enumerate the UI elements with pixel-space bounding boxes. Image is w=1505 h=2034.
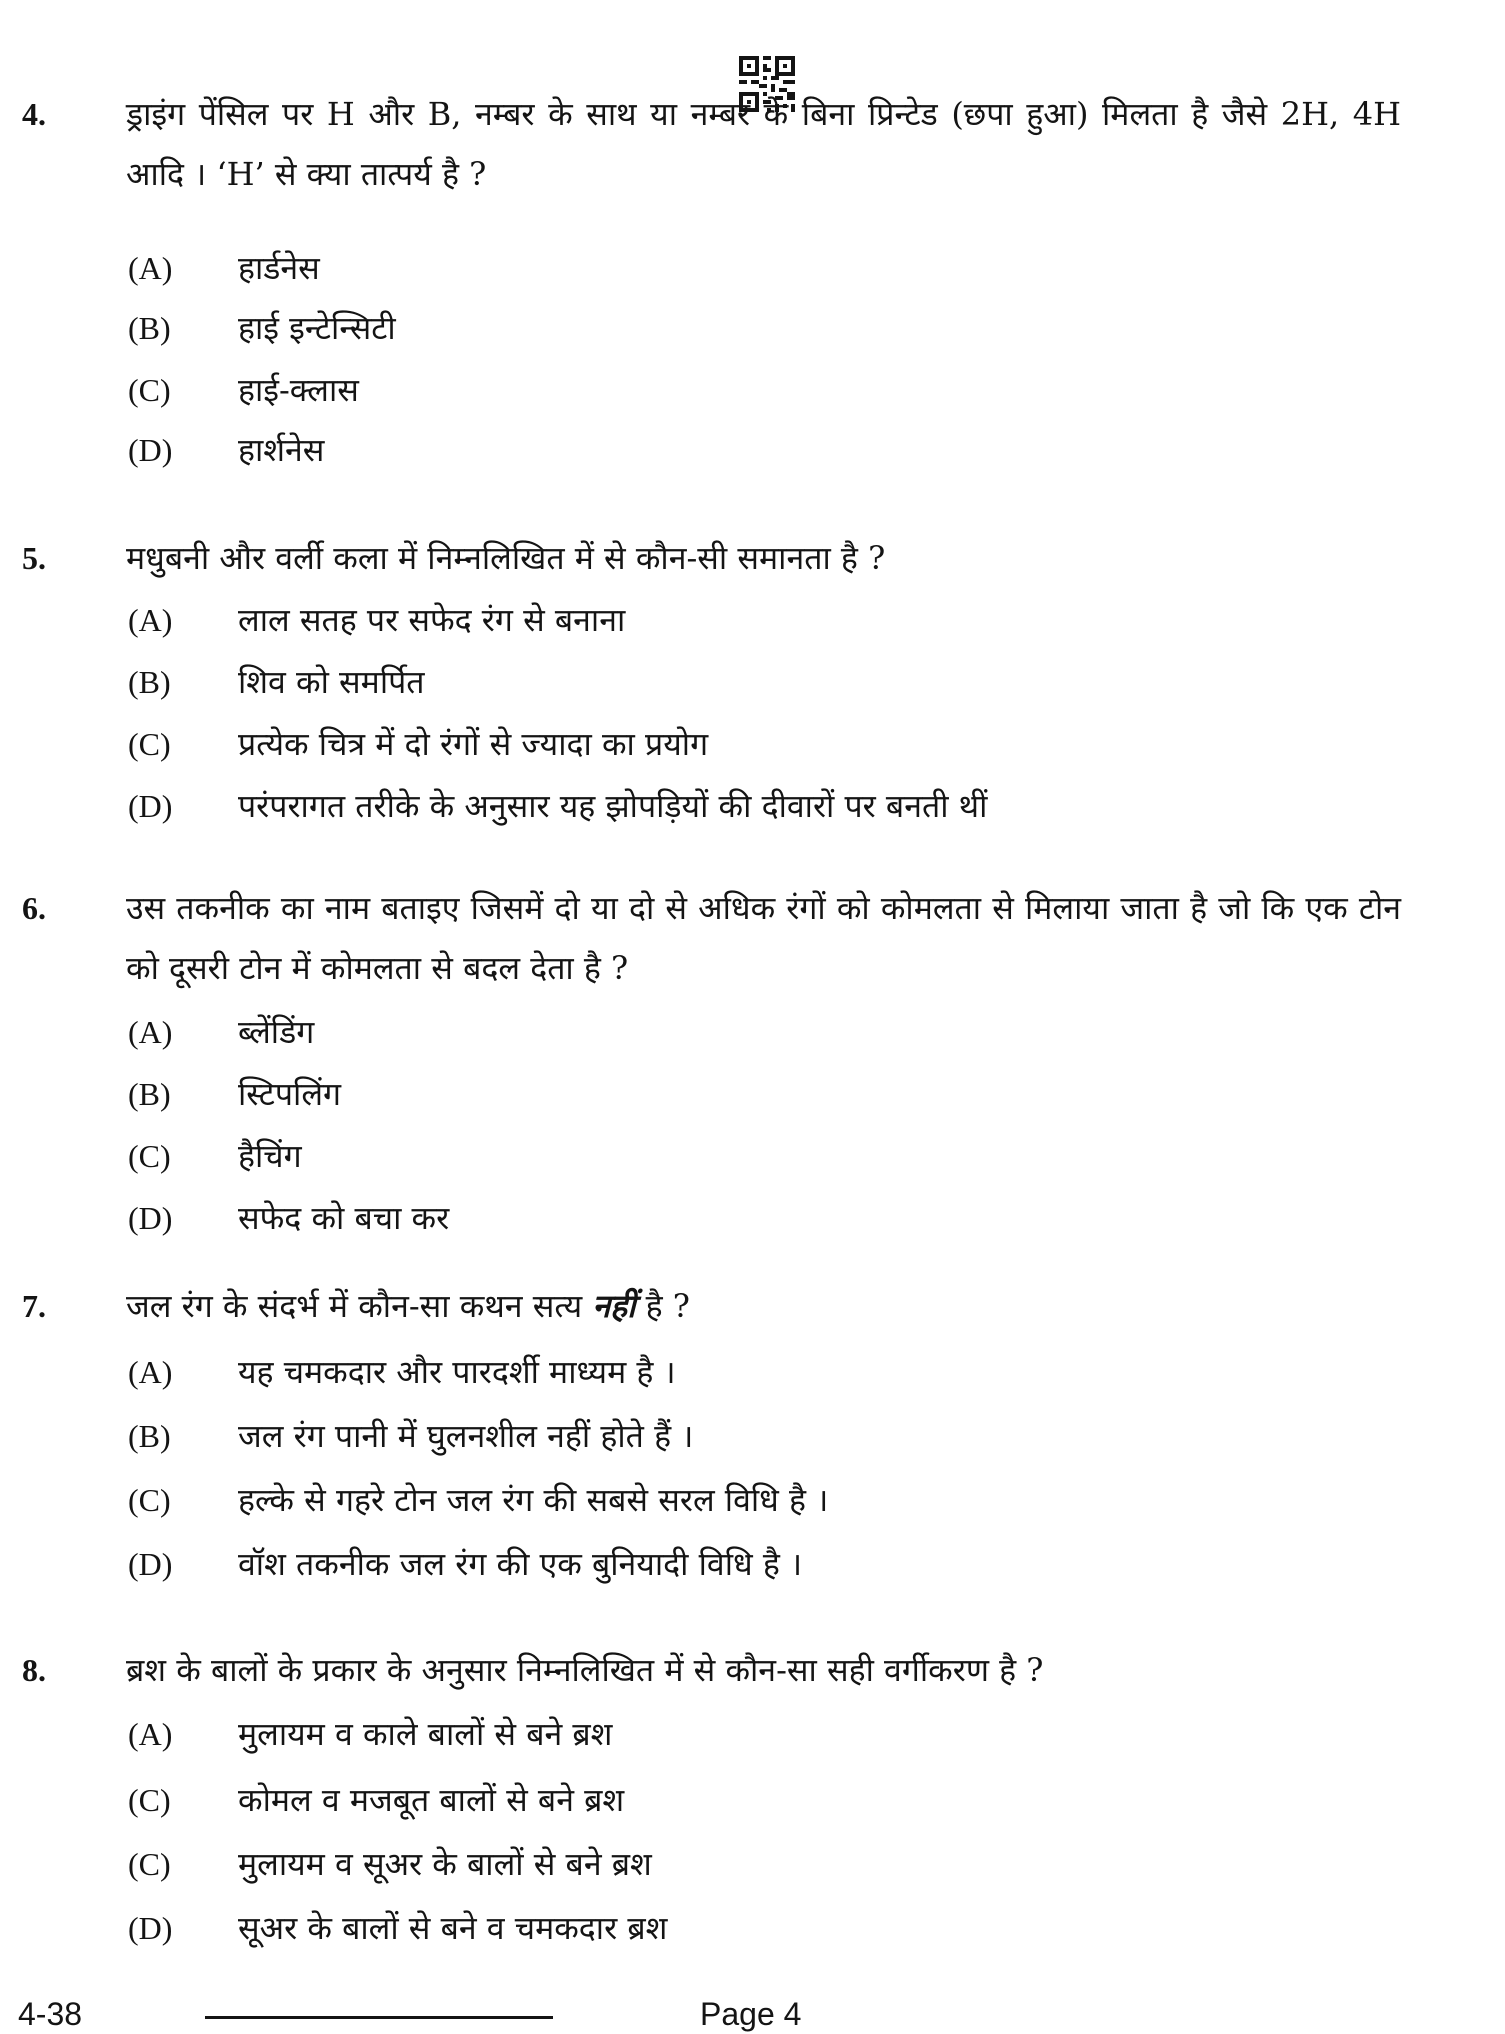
question-text	[126, 1276, 1401, 1336]
option-text: जल रंग पानी में घुलनशील नहीं होते हैं ।	[238, 1417, 694, 1455]
page-number: Page 4	[700, 1996, 802, 2032]
option-4d	[0, 420, 1505, 480]
question-text: मधुबनी और वर्ली कला में निम्नलिखित में से कौन-सी समानता है ?	[126, 539, 886, 577]
option-label: (D)	[128, 1200, 173, 1236]
option-label: (C)	[128, 1482, 171, 1518]
option-7a	[0, 1342, 1505, 1402]
option-label: (D)	[128, 788, 173, 824]
paper-code: 4-38	[18, 1996, 83, 2032]
option-text: हल्के से गहरे टोन जल रंग की सबसे सरल विधि है ।	[238, 1481, 829, 1519]
option-5d	[0, 776, 1505, 836]
option-6d	[0, 1188, 1505, 1248]
question-text: ड्राइंग पेंसिल पर H और B, नम्बर के साथ या नम्बर के बिना प्रिन्टेड (छपा हुआ) मिलता है जैसे 2H, 4H आदि । ‘H’ से क्या तात्पर्य है ?	[126, 95, 1401, 193]
option-label: (B)	[128, 1076, 171, 1112]
option-text: ब्लेंडिंग	[238, 1013, 315, 1051]
option-5b	[0, 652, 1505, 712]
option-text: हार्डनेस	[238, 249, 320, 287]
option-7b	[0, 1406, 1505, 1466]
option-4c	[0, 360, 1505, 420]
option-text: स्टिपलिंग	[238, 1075, 342, 1113]
option-text: सफेद को बचा कर	[238, 1199, 450, 1237]
option-text: हार्शनेस	[238, 431, 325, 469]
option-label: (A)	[128, 1716, 173, 1752]
option-5c	[0, 714, 1505, 774]
option-text: परंपरागत तरीके के अनुसार यह झोपड़ियों की दीवारों पर बनती थीं	[238, 787, 988, 825]
option-text: यह चमकदार और पारदर्शी माध्यम है ।	[238, 1353, 676, 1391]
option-label: (C)	[128, 726, 171, 762]
question-text: ब्रश के बालों के प्रकार के अनुसार निम्नलिखित में से कौन-सा सही वर्गीकरण है ?	[126, 1651, 1044, 1689]
option-text: लाल सतह पर सफेद रंग से बनाना	[238, 601, 626, 639]
option-4a	[0, 238, 1505, 298]
option-7d	[0, 1534, 1505, 1594]
option-label: (D)	[128, 432, 173, 468]
question-number: 5.	[22, 540, 46, 576]
question-number: 6.	[22, 890, 46, 926]
question-number: 7.	[22, 1288, 46, 1324]
question-text-emphasis: नहीं	[592, 1287, 636, 1325]
option-label: (A)	[128, 250, 173, 286]
option-6a	[0, 1002, 1505, 1062]
option-text: मुलायम व सूअर के बालों से बने ब्रश	[238, 1845, 652, 1883]
option-4b	[0, 298, 1505, 358]
option-text: हैचिंग	[238, 1137, 302, 1175]
option-7c	[0, 1470, 1505, 1530]
option-text: कोमल व मजबूत बालों से बने ब्रश	[238, 1781, 625, 1819]
question-text: उस तकनीक का नाम बताइए जिसमें दो या दो से अधिक रंगों को कोमलता से मिलाया जाता है जो कि एक टोन को दूसरी टोन में कोमलता से बदल देता है ?	[126, 889, 1401, 987]
question-number: 8.	[22, 1652, 46, 1688]
option-text: वॉश तकनीक जल रंग की एक बुनियादी विधि है ।	[238, 1545, 803, 1583]
option-6b	[0, 1064, 1505, 1124]
option-label: (D)	[128, 1546, 173, 1582]
option-8a	[0, 1704, 1505, 1764]
option-label: (A)	[128, 1354, 173, 1390]
option-label: (B)	[128, 664, 171, 700]
option-label: (C)	[128, 1846, 171, 1882]
option-label: (A)	[128, 602, 173, 638]
option-text: प्रत्येक चित्र में दो रंगों से ज्यादा का प्रयोग	[238, 725, 709, 763]
option-text: शिव को समर्पित	[238, 663, 425, 701]
option-8b	[0, 1770, 1505, 1830]
option-label: (C)	[128, 372, 171, 408]
option-text: हाई इन्टेन्सिटी	[238, 309, 396, 347]
option-label: (B)	[128, 1418, 171, 1454]
option-6c	[0, 1126, 1505, 1186]
footer-divider	[205, 2016, 553, 2019]
option-label: (A)	[128, 1014, 173, 1050]
option-8c	[0, 1834, 1505, 1894]
option-text: सूअर के बालों से बने व चमकदार ब्रश	[238, 1909, 668, 1947]
option-label: (C)	[128, 1782, 171, 1818]
option-5a	[0, 590, 1505, 650]
option-label: (B)	[128, 310, 171, 346]
option-text: हाई-क्लास	[238, 371, 359, 409]
question-text-start: जल रंग के संदर्भ में कौन-सा कथन सत्य	[126, 1287, 593, 1325]
option-label: (C)	[128, 1138, 171, 1174]
question-number: 4.	[22, 96, 46, 132]
question-text-end: है ?	[635, 1287, 690, 1325]
option-8d	[0, 1898, 1505, 1958]
option-label: (D)	[128, 1910, 173, 1946]
option-text: मुलायम व काले बालों से बने ब्रश	[238, 1715, 613, 1753]
